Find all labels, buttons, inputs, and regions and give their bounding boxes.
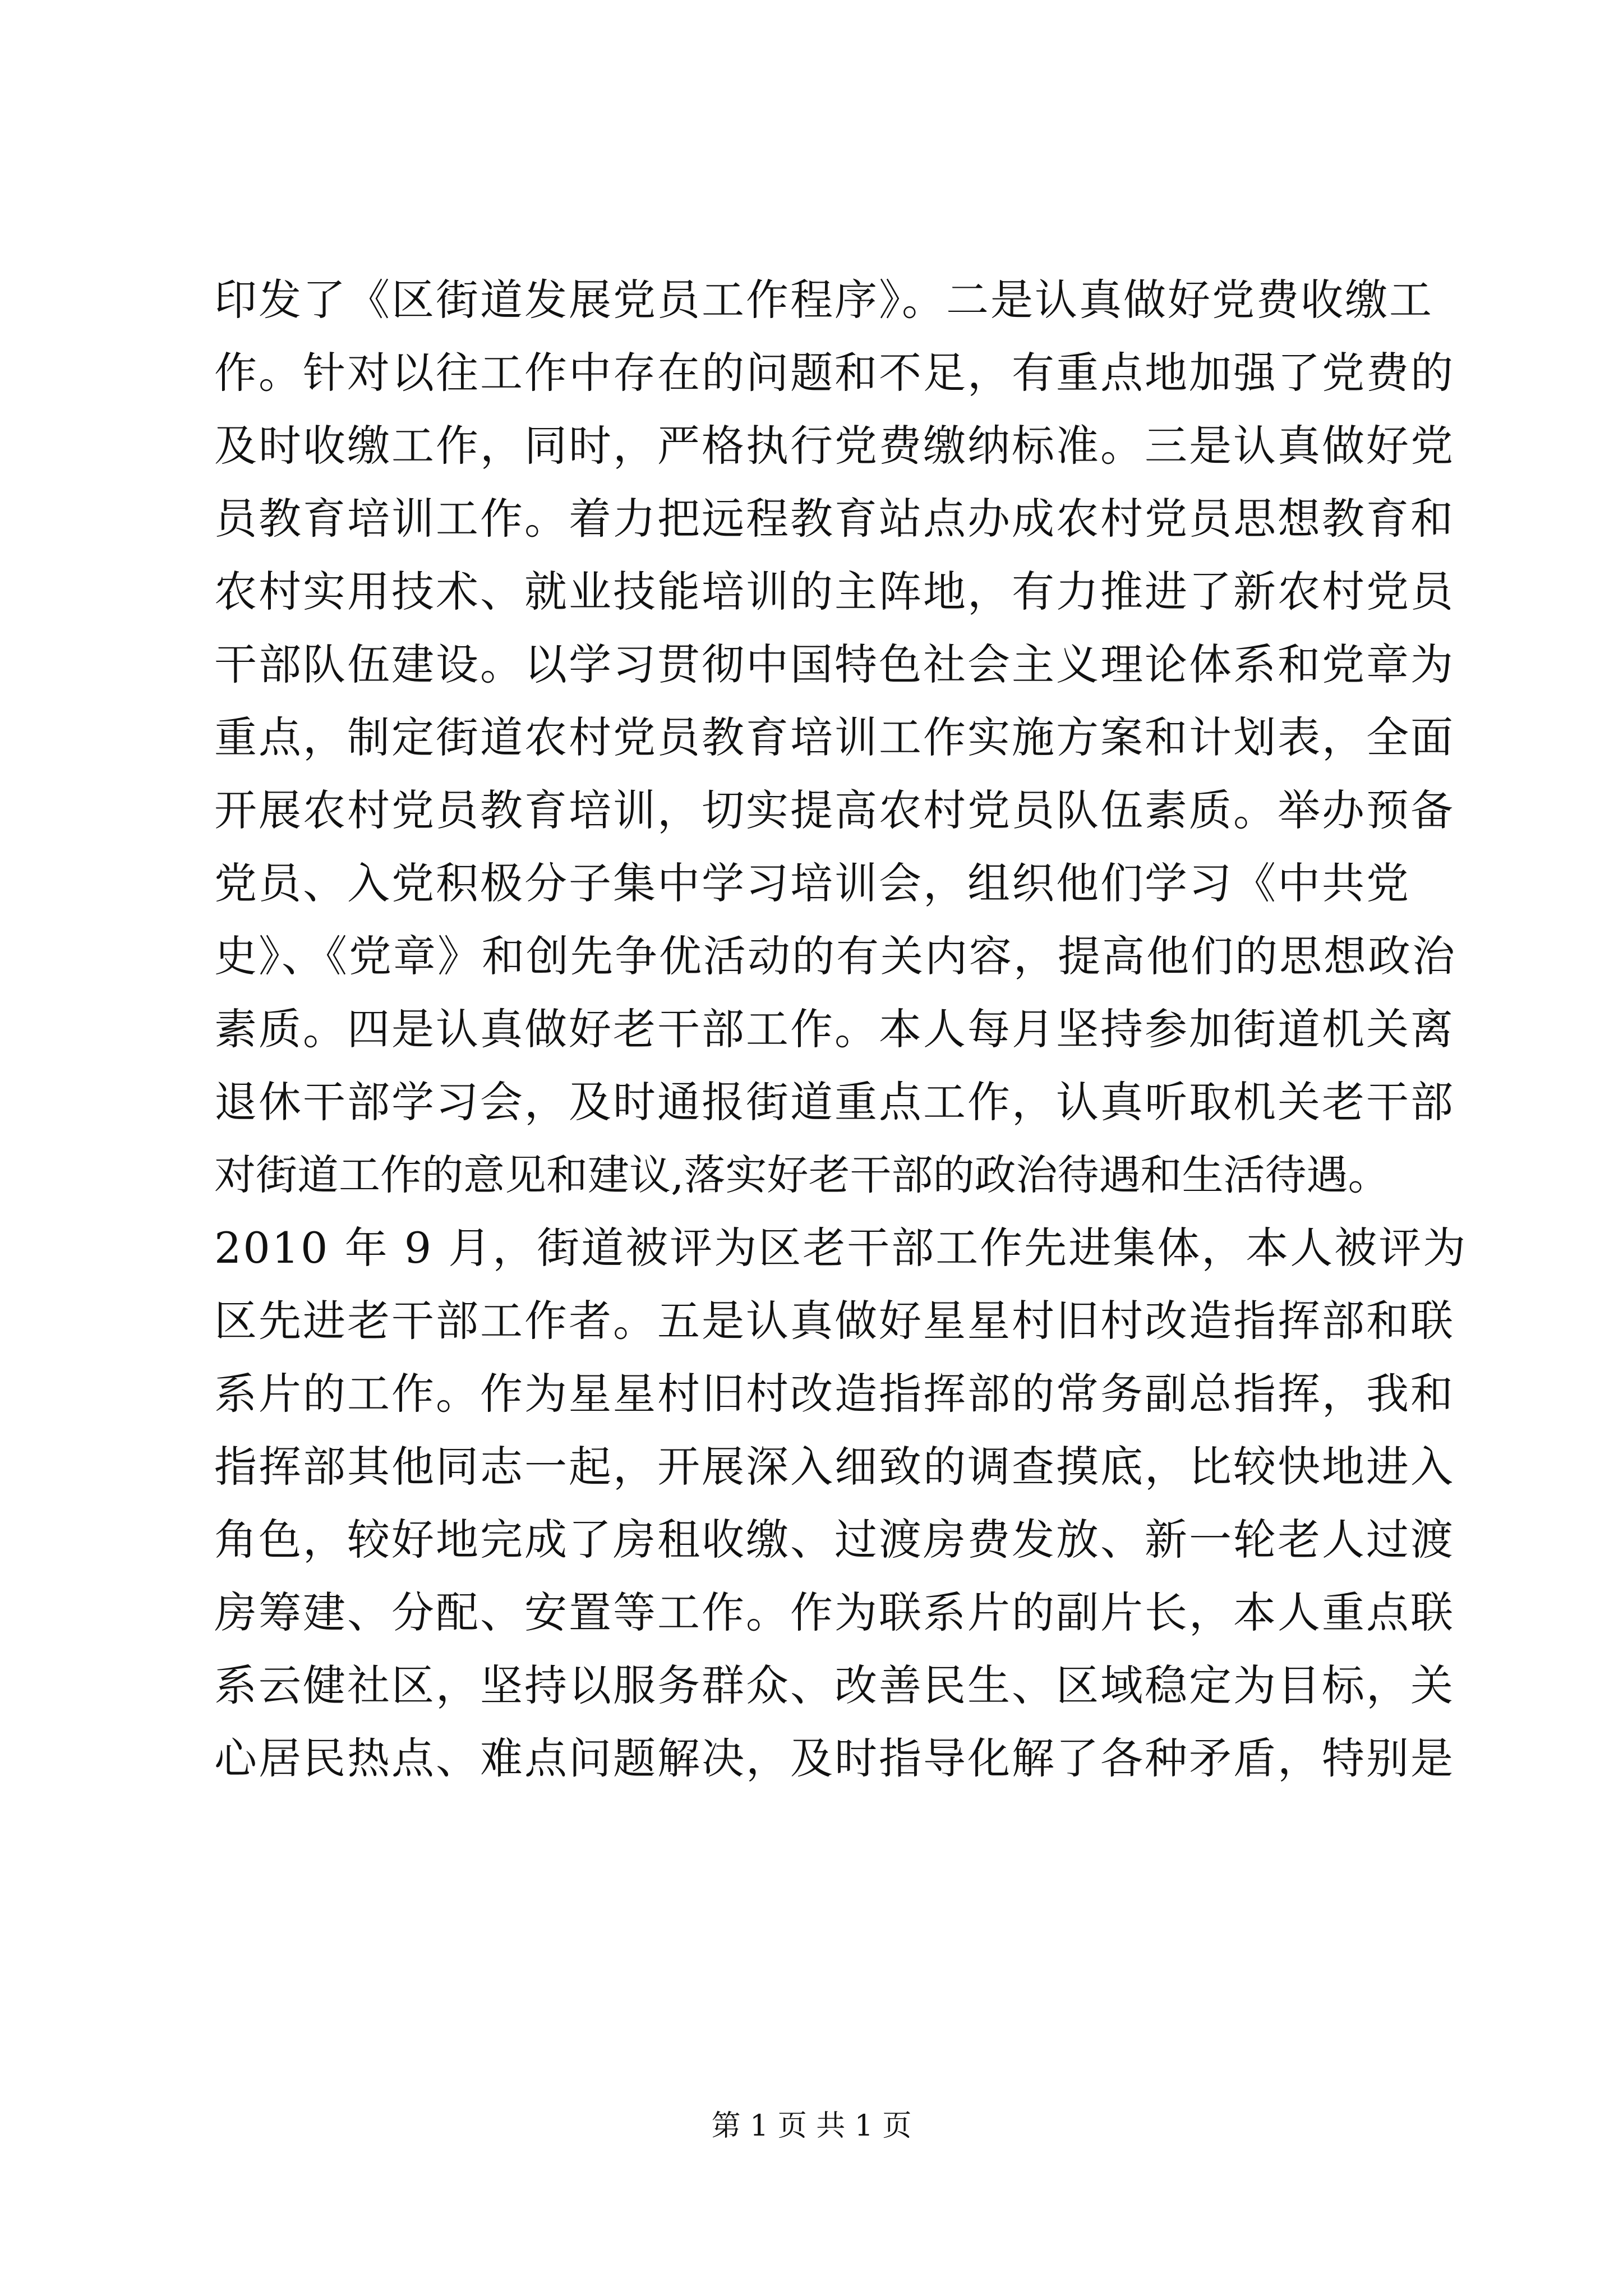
text-line: 区先进老干部工作者。五是认真做好星星村旧村改造指挥部和联 (214, 1296, 1455, 1346)
page-number-footer: 第 1 页 共 1 页 (711, 2109, 912, 2143)
text-line: 心居民热点、难点问题解决，及时指导化解了各种矛盾，特别是 (214, 1733, 1455, 1783)
text-line: 农村实用技术、就业技能培训的主阵地，有力推进了新农村党员 (214, 567, 1455, 616)
text-line: 作。针对以往工作中存在的问题和不足，有重点地加强了党费的 (214, 348, 1455, 398)
text-line: 史》、《党章》和创先争优活动的有关内容，提高他们的思想政治 (214, 931, 1456, 981)
text-line: 系云健社区，坚持以服务群众、改善民生、区域稳定为目标，关 (214, 1660, 1455, 1710)
text-line: 房筹建、分配、安置等工作。作为联系片的副片长，本人重点联 (214, 1588, 1455, 1637)
text-line: 员教育培训工作。着力把远程教育站点办成农村党员思想教育和 (214, 494, 1455, 544)
text-line: 角色，较好地完成了房租收缴、过渡房费发放、新一轮老人过渡 (214, 1515, 1455, 1565)
text-line: 及时收缴工作，同时，严格执行党费缴纳标准。三是认真做好党 (214, 421, 1455, 471)
text-line: 2010 年 9 月，街道被评为区老干部工作先进集体，本人被评为 (214, 1223, 1468, 1273)
text-line: 党员、入党积极分子集中学习培训会，组织他们学习《中共党 (214, 858, 1410, 908)
text-line: 素质。四是认真做好老干部工作。本人每月坚持参加街道机关离 (214, 1004, 1455, 1054)
text-line: 干部队伍建设。以学习贯彻中国特色社会主义理论体系和党章为 (214, 639, 1455, 689)
text-line: 退休干部学习会，及时通报街道重点工作，认真听取机关老干部 (214, 1077, 1455, 1127)
text-line: 重点，制定街道农村党员教育培训工作实施方案和计划表，全面 (214, 712, 1455, 762)
text-line: 指挥部其他同志一起，开展深入细致的调查摸底，比较快地进入 (214, 1442, 1455, 1492)
text-line: 对街道工作的意见和建议,落实好老干部的政治待遇和生活待遇。 (214, 1151, 1390, 1199)
text-line: 系片的工作。作为星星村旧村改造指挥部的常务副总指挥，我和 (214, 1369, 1455, 1419)
text-line: 印发了《区街道发展党员工作程序》。二是认真做好党费收缴工 (214, 275, 1433, 325)
text-line: 开展农村党员教育培训，切实提高农村党员队伍素质。举办预备 (214, 785, 1455, 835)
body-text (214, 264, 1468, 1795)
